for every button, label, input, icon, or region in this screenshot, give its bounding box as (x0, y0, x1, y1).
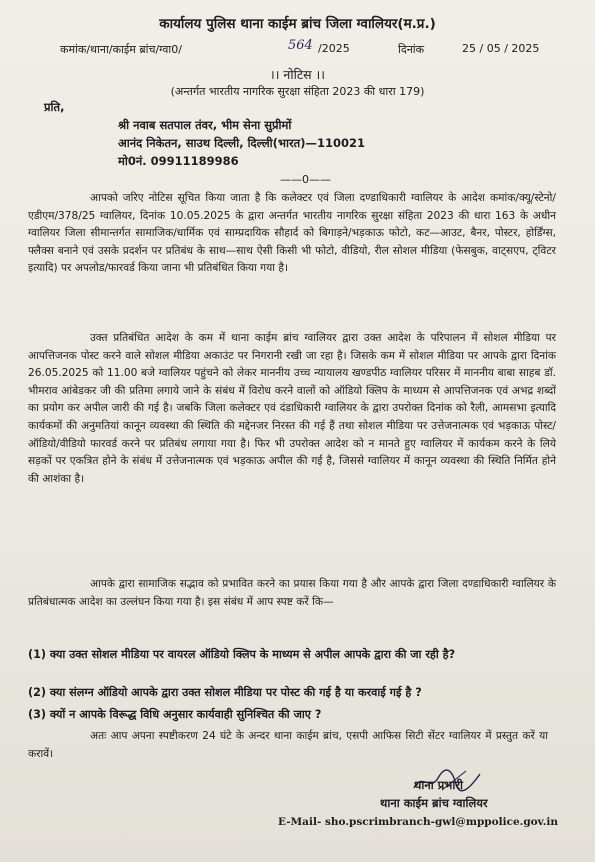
recipient-mobile: मो0नं. 09911189986 (118, 154, 239, 168)
signatory-office: थाना काईम ब्रांच ग्वालियर (380, 796, 488, 810)
question-2: (2) क्या संलग्न ऑडियो आपके द्वारा उक्त सोशल मीडिया पर पोस्ट की गई है या करवाई गई है ? (28, 686, 422, 699)
notice-subtitle: (अन्तर्गत भारतीय नागरिक सुरक्षा संहिता 2023 की धारा 179) (170, 85, 425, 98)
paragraph-1: आपको जरिए नोटिस सूचित किया जाता है कि कलेक्टर एवं जिला दण्डाधिकारी ग्वालियर के आदेश कमांक/क्यू/स्टेनो/एडीएम/378/25 ग्वालियर, दिनांक 10.05.2025 के द्वारा अन्तर्गत भारतीय नागरिक सुरक्षा संहिता 2023 की धारा 163 के अधीन ग्वालियर जिला सीमान्तर्गत सामाजिक/धार्मिक एवं साम्प्रदायिक सौहार्द को बिगाड़ने/भड़काऊ फोटो, कट—आउट, बैनर, पोस्टर, होर्डिंग्स, फ्लैक्स बनाने एवं उसके प्रदर्शन पर प्रतिबंध के साथ—साथ ऐसी किसी भी फोटो, वीडियो, रील सोशल मीडिया (फेसबुक, वाट्सएप, ट्विटर इत्यादि) पर अपलोड/फारवर्ड किया जाना भी प्रतिबंधित किया गया है। (28, 192, 556, 275)
office-header: कार्यालय पुलिस थाना काईम ब्रांच जिला ग्वालियर(म.प्र.) (159, 16, 436, 32)
date-value: 25 / 05 / 2025 (462, 42, 540, 55)
reference-year: /2025 (318, 42, 350, 55)
signatory-title: थाना प्रभारी (414, 778, 463, 792)
paragraph-3: आपके द्वारा सामाजिक सद्भाव को प्रभावित करने का प्रयास किया गया है और आपके द्वारा जिला दण्डाधिकारी ग्वालियर के प्रतिबंधात्मक आदेश का उल्लंघन किया गया है। इस संबंध में आप स्पष्ट करें कि— (28, 578, 556, 608)
separator: ——0—— (280, 173, 331, 186)
recipient-name: श्री नवाब सतपाल तंवर, भीम सेना सुप्रीमों (118, 118, 292, 132)
closing-paragraph: अतः आप अपना स्पष्टीकरण 24 घंटे के अन्दर थाना काईम ब्रांच, एसपी आफिस सिटी सेंटर ग्वालियर में प्रस्तुत करें या करावें। (28, 730, 548, 760)
reference-prefix: कमांक/थाना/काईम ब्रांच/ग्वा0/ (60, 43, 182, 56)
reference-number: 564 (288, 38, 313, 53)
paragraph-2: उक्त प्रतिबंधित आदेश के कम में थाना काईम ब्रांच ग्वालियर द्वारा उक्त आदेश के परिपालन में सोशल मीडिया पर आपत्तिजनक पोस्ट करने वाले सोशल मीडिया अकाउंट पर निगरानी रखी जा रहा है। जिसके कम में सोशल मीडिया पर आपके द्वारा दिनांक 26.05.2025 को 11.00 बजे ग्वालियर पहुंचने को लेकर माननीय उच्च न्यायालय खण्डपीठ ग्वालियर परिसर में माननीय बाबा साहब डॉ. भीमराव आंबेडकर जी की प्रतिमा लगाये जाने के संबंध में विरोध करने वालों को ऑडियो क्लिप के माध्यम से आपत्तिजनक एवं अभद्र शब्दों का प्रयोग कर अपील जारी की गई है। जबकि जिला कलेक्टर एवं दंडाधिकारी ग्वालियर के द्वारा उपरोक्त दिनांक को रैली, आमसभा इत्यादि कार्यकमों की अनुमतियां कानून व्यवस्था की स्थिति की मद्देनजर निरस्त की गई हैं तथा सोशल मीडिया पर उत्तेजनात्मक एवं भड़काऊ पोस्ट/ऑडियो/वीडियो फारवर्ड करने पर प्रतिबंध लगाया गया है। फिर भी उपरोक्त आदेश को न मानते हुए ग्वालियर में कार्यकम करने के लिये सड़कों पर एकत्रित होने के संबंध में उत्तेजनात्मक एवं भड़काऊ अपील की गई है, जिससे ग्वालियर में कानून व्यवस्था की स्थिति निर्मित होने की आशंका है। (28, 332, 556, 485)
notice-title: ।। नोटिस ।। (269, 67, 326, 82)
office-email: E-Mail- sho.pscrimbranch-gwl@mppolice.gov.in (278, 816, 559, 828)
recipient-address: आनंद निकेतन, साउथ दिल्ली, दिल्ली(भारत)—110021 (118, 136, 365, 150)
date-label: दिनांक (398, 43, 425, 56)
recipient-salutation: प्रति, (44, 100, 65, 114)
question-3: (3) क्यों न आपके विरूद्ध विधि अनुसार कार्यवाही सुनिश्चित की जाए ? (28, 708, 322, 721)
question-1: (1) क्या उक्त सोशल मीडिया पर वायरल ऑडियो क्लिप के माध्यम से अपील आपके द्वारा की जा रही है? (28, 648, 456, 661)
